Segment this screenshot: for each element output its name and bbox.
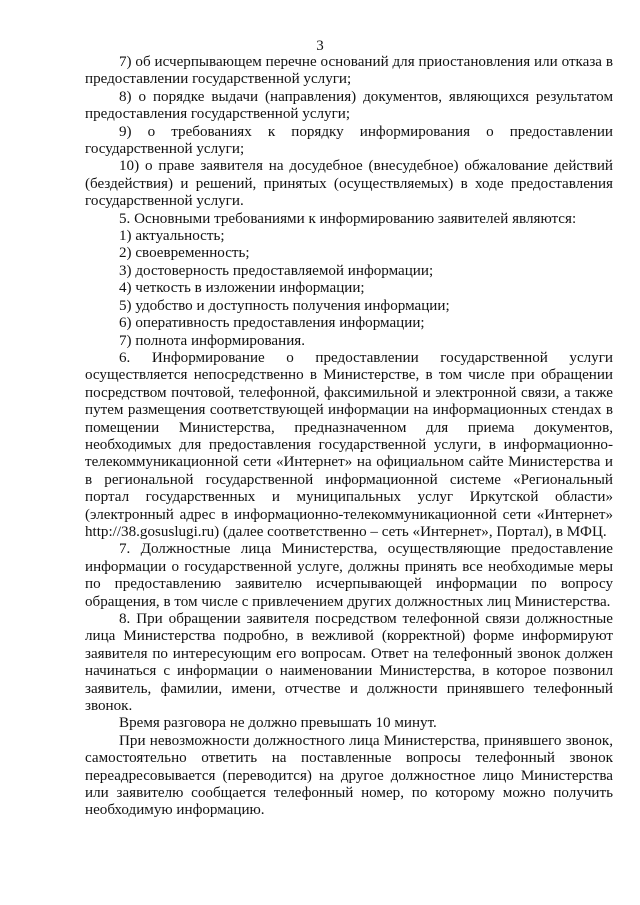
paragraph: Время разговора не должно превышать 10 минут.: [119, 715, 437, 732]
list-item: 2) своевременность;: [119, 245, 250, 262]
list-item: 5) удобство и доступность получения информации;: [119, 297, 450, 314]
paragraph: При невозможности должностного лица Министерства, принявшего звонок, самостоятельно ответить на поставленные вопросы телефонный звонок переадресовывается (переводится) на другое должностное лицо Министерства или заявителю сообщается телефонный номер, по которому можно получить необходимую информацию.: [85, 732, 613, 819]
paragraph: 6. Информирование о предоставлении государственной услуги осуществляется непосредственно в Министерстве, в том числе при обращении посредством почтовой, телефонной, факсимильной и электронной связи, а также путем размещения соответствующей информации на информационных стендах в помещении Министерства, предназначенном для приема документов, необходимых для предоставления государственной услуги, в информационно-телекоммуникационной сети «Интернет» на официальном сайте Министерства и в региональной государственной информационной системе «Региональный портал государственных и муниципальных услуг Иркутской области» (электронный адрес в информационно-телекоммуникационной сети «Интернет» http://38.gosuslugi.ru) (далее соответственно – сеть «Интернет», Портал), в МФЦ.: [85, 349, 613, 540]
list-item: 4) четкость в изложении информации;: [119, 280, 365, 297]
paragraph: 5. Основными требованиями к информированию заявителей являются:: [119, 210, 577, 227]
paragraph: 8. При обращении заявителя посредством телефонной связи должностные лица Министерства подробно, в вежливой (корректной) форме информируют заявителя по интересующим его вопросам. Ответ на телефонный звонок должен начинаться с информации о наименовании Министерства, в которое позвонил заявитель, фамилии, имени, отчестве и должности принявшего телефонный звонок.: [85, 611, 613, 715]
list-item: 3) достоверность предоставляемой информации;: [119, 262, 434, 279]
paragraph: 7) об исчерпывающем перечне оснований для приостановления или отказа в предоставлении государственной услуги;: [85, 54, 613, 88]
document-body: [85, 54, 613, 820]
paragraph: 8) о порядке выдачи (направления) документов, являющихся результатом предоставления государственной услуги;: [85, 88, 613, 123]
paragraph: 7. Должностные лица Министерства, осуществляющие предоставление информации о государственной услуге, должны принять все необходимые меры по предоставлению заявителю исчерпывающей информации по вопросу обращения, в том числе с привлечением других должностных лиц Министерства.: [85, 541, 613, 610]
paragraph: 9) о требованиях к порядку информирования о предоставлении государственной услуги;: [85, 123, 613, 158]
paragraph: 10) о праве заявителя на досудебное (внесудебное) обжалование действий (бездействия) и решений, принятых (осуществляемых) в ходе предоставления государственной услуги.: [85, 158, 613, 210]
list-item: 6) оперативность предоставления информации;: [119, 315, 425, 332]
list-item: 7) полнота информирования.: [119, 332, 306, 349]
list-item: 1) актуальность;: [119, 228, 225, 245]
page-number: 3: [316, 38, 324, 54]
